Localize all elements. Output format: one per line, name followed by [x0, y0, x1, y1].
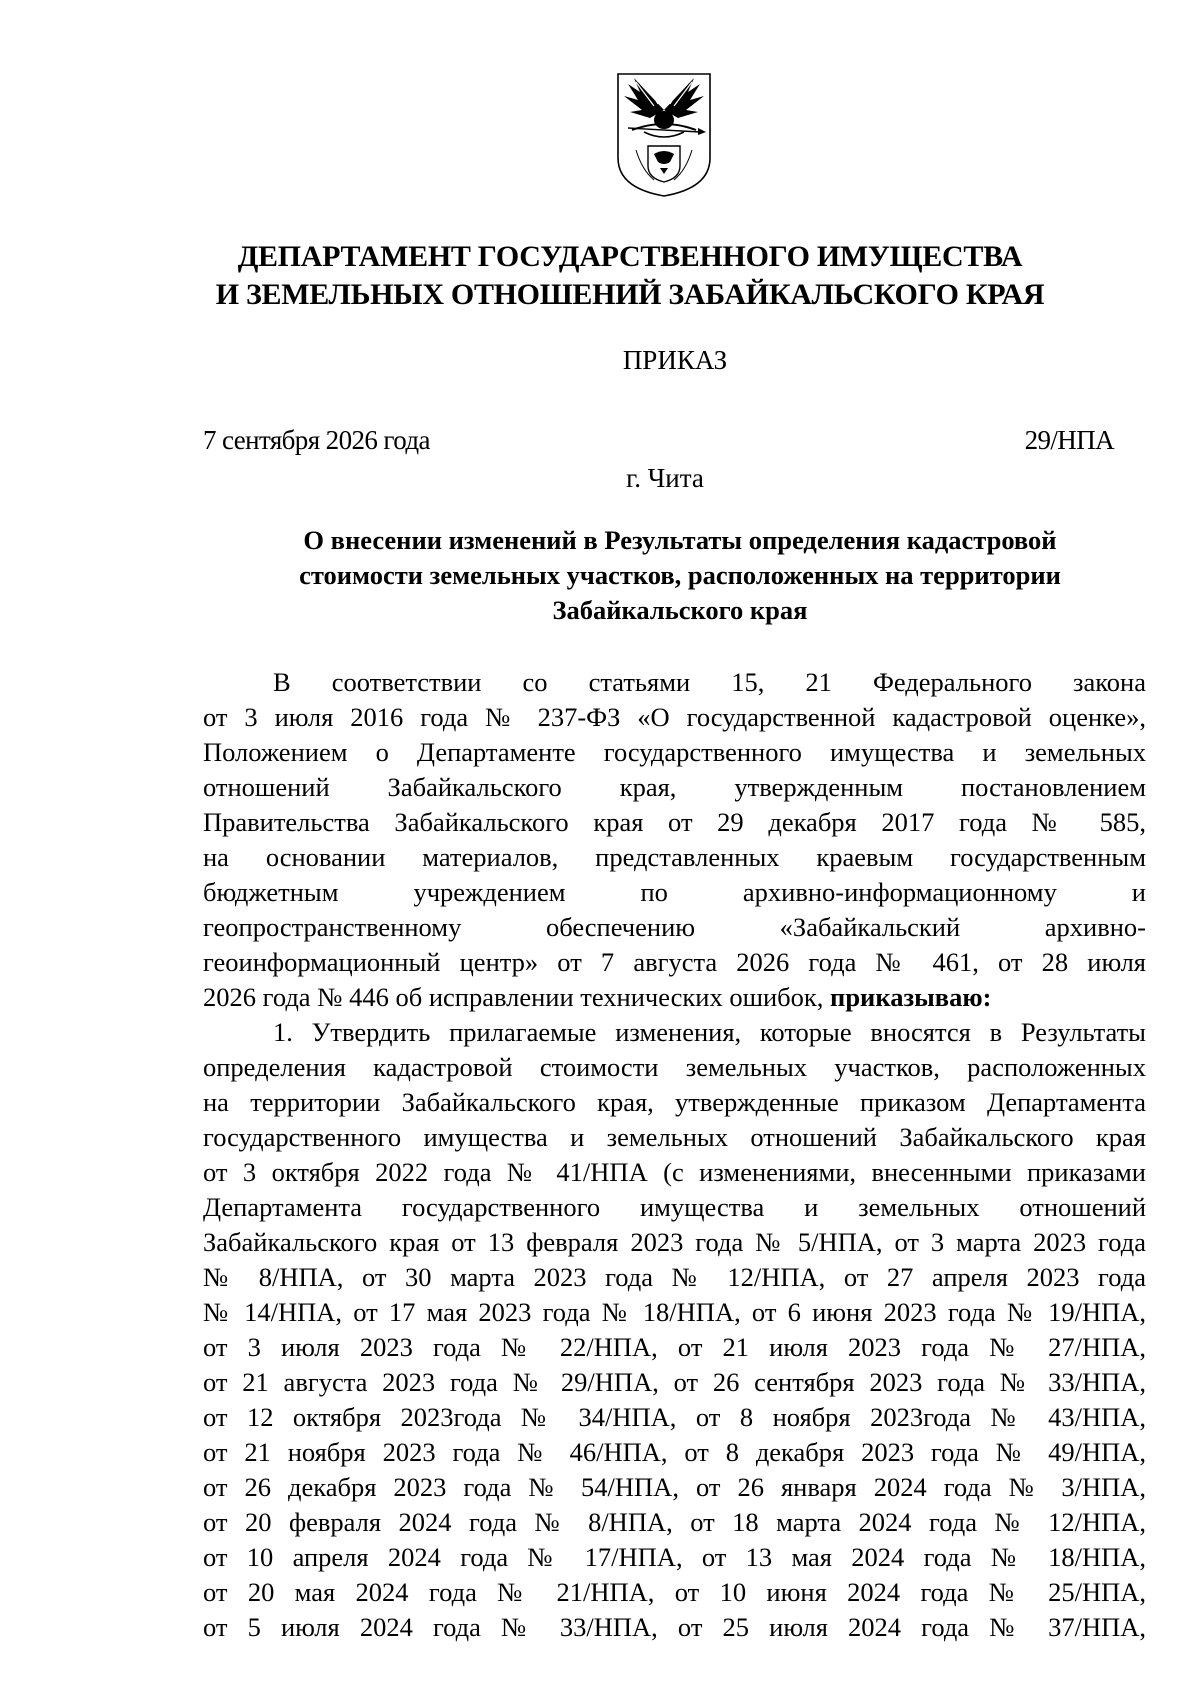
text-line: В соответствии со статьями 15, 21 Федерального закона — [273, 667, 1146, 697]
text-line: Положением о Департаменте государственного имущества и земельных — [203, 737, 1146, 767]
text-line: от 3 июля 2016 года № 237-ФЗ «О государственной кадастровой оценке», — [203, 702, 1146, 732]
document-date: 7 сентября 2026 года — [203, 425, 430, 455]
text-line: от 12 октября 2023года № 34/НПА, от 8 ноября 2023года № 43/НПА, — [203, 1402, 1146, 1432]
text-line: государственного имущества и земельных отношений Забайкальского края — [203, 1122, 1146, 1152]
department-title-line-1: ДЕПАРТАМЕНТ ГОСУДАРСТВЕННОГО ИМУЩЕСТВА — [237, 240, 1023, 273]
subject-line-1: О внесении изменений в Результаты определения кадастровой — [303, 525, 1057, 555]
text-line: от 20 мая 2024 года № 21/НПА, от 10 июня 2024 года № 25/НПА, — [203, 1577, 1146, 1607]
text-line: геопространственному обеспечению «Забайкальский архивно- — [203, 912, 1146, 942]
text-line: Департамента государственного имущества и земельных отношений — [203, 1192, 1146, 1222]
document-kind: ПРИКАЗ — [622, 345, 728, 375]
document-number: 29/НПА — [1024, 425, 1114, 455]
text-line: геоинформационный центр» от 7 августа 2026 года № 461, от 28 июля — [203, 947, 1146, 977]
text-line: Правительства Забайкальского края от 29 декабря 2017 года № 585, — [203, 807, 1146, 837]
text-line: от 20 февраля 2024 года № 8/НПА, от 18 марта 2024 года № 12/НПА, — [203, 1507, 1146, 1537]
coat-of-arms-icon — [614, 70, 714, 200]
text-line: № 14/НПА, от 17 мая 2023 года № 18/НПА, от 6 июня 2023 года № 19/НПА, — [203, 1297, 1146, 1327]
text-line: определения кадастровой стоимости земельных участков, расположенных — [203, 1052, 1146, 1082]
document-city: г. Чита — [626, 463, 704, 493]
text-line: от 5 июля 2024 года № 33/НПА, от 25 июля 2024 года № 37/НПА, — [203, 1612, 1146, 1642]
text-line-last — [203, 980, 1146, 1015]
text-line: от 3 июля 2023 года № 22/НПА, от 21 июля 2023 года № 27/НПА, — [203, 1332, 1146, 1362]
order-keyword: приказываю: — [830, 982, 992, 1012]
department-title — [150, 238, 1110, 314]
text-line: на территории Забайкальского края, утвержденные приказом Департамента — [203, 1087, 1146, 1117]
subject-line-3: Забайкальского края — [552, 595, 808, 625]
text-line: от 26 декабря 2023 года № 54/НПА, от 26 января 2024 года № 3/НПА, — [203, 1472, 1146, 1502]
paragraph-item-1 — [203, 1015, 1146, 1645]
department-title-line-2: И ЗЕМЕЛЬНЫХ ОТНОШЕНИЙ ЗАБАЙКАЛЬСКОГО КРАЯ — [215, 278, 1045, 311]
text-line: от 10 апреля 2024 года № 17/НПА, от 13 мая 2024 года № 18/НПА, — [203, 1542, 1146, 1572]
text-line: на основании материалов, представленных краевым государственным — [203, 842, 1146, 872]
document-subject — [200, 523, 1160, 628]
text-line: 1. Утвердить прилагаемые изменения, которые вносятся в Результаты — [273, 1017, 1146, 1047]
text-line: бюджетным учреждением по архивно-информационному и — [203, 877, 1146, 907]
subject-line-2: стоимости земельных участков, расположенных на территории — [299, 560, 1061, 590]
text-line: от 3 октября 2022 года № 41/НПА (с изменениями, внесенными приказами — [203, 1157, 1146, 1187]
paragraph-preamble — [203, 665, 1146, 1015]
text-line: отношений Забайкальского края, утвержденным постановлением — [203, 772, 1146, 802]
text-line: № 8/НПА, от 30 марта 2023 года № 12/НПА, от 27 апреля 2023 года — [203, 1262, 1146, 1292]
text-line-last-content: 2026 года № 446 об исправлении технических ошибок, — [203, 982, 824, 1012]
text-line: Забайкальского края от 13 февраля 2023 года № 5/НПА, от 3 марта 2023 года — [203, 1227, 1146, 1257]
text-line: от 21 ноября 2023 года № 46/НПА, от 8 декабря 2023 года № 49/НПА, — [203, 1437, 1146, 1467]
text-line: от 21 августа 2023 года № 29/НПА, от 26 сентября 2023 года № 33/НПА, — [203, 1367, 1146, 1397]
